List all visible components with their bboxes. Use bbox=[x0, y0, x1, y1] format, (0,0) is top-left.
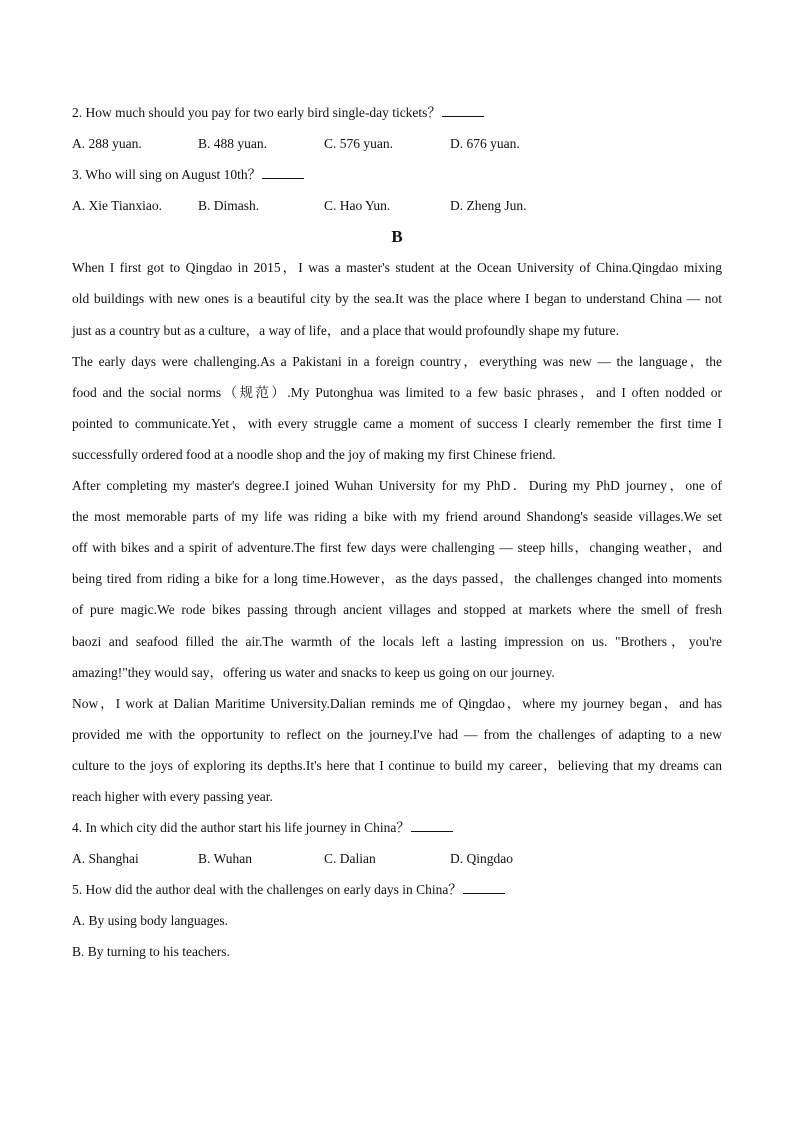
question-3-options bbox=[72, 190, 722, 221]
option-a: A. Shanghai bbox=[72, 851, 139, 867]
passage-line: being tired from riding a bike for a long time.However，as the days passed，the challenges changed into moments bbox=[72, 571, 722, 587]
option-b: B. Wuhan bbox=[198, 851, 252, 867]
answer-blank bbox=[262, 166, 304, 179]
option-b: B. Dimash. bbox=[198, 198, 260, 214]
question-2-text: 2. How much should you pay for two early bird single-day tickets？ bbox=[72, 105, 441, 120]
passage-line: off with bikes and a spirit of adventure.The first few days were challenging — steep hills，changing weather，and bbox=[72, 540, 722, 556]
passage-line: just as a country but as a culture，a way of life，and a place that would profoundly shape my future. bbox=[72, 322, 619, 338]
passage-paragraph-2 bbox=[72, 346, 722, 470]
option-d: D. Zheng Jun. bbox=[450, 198, 527, 214]
passage-paragraph-1 bbox=[72, 252, 722, 345]
passage-line: provided me with the opportunity to reflect on the journey.I've had — from the challenges of adapting to a new bbox=[72, 726, 722, 742]
passage-line: culture to the joys of exploring its depths.It's here that I continue to build my career，believing that my dreams can bbox=[72, 757, 722, 773]
question-3 bbox=[72, 159, 722, 190]
passage-paragraph-4 bbox=[72, 688, 722, 812]
passage-line: The early days were challenging.As a Pakistani in a foreign country，everything was new — the language，the bbox=[72, 353, 722, 369]
passage-line: successfully ordered food at a noodle shop and the joy of making my first Chinese friend. bbox=[72, 446, 556, 462]
answer-blank bbox=[411, 819, 453, 832]
question-3-text: 3. Who will sing on August 10th？ bbox=[72, 167, 262, 183]
option-c: C. Dalian bbox=[324, 851, 376, 867]
passage-line: amazing!"they would say，offering us water and snacks to keep us going on our journey. bbox=[72, 664, 555, 680]
passage-line: Now，I work at Dalian Maritime University.Dalian reminds me of Qingdao，where my journey began，and has bbox=[72, 695, 722, 711]
question-4-options bbox=[72, 843, 722, 874]
passage-line: old buildings with new ones is a beautiful city by the sea.It was the place where I began to understand China — not bbox=[72, 291, 722, 307]
passage-line: the most memorable parts of my life was riding a bike with my friend around Shandong's seaside villages.We set bbox=[72, 509, 722, 525]
passage-line: After completing my master's degree.I joined Wuhan University for my PhD．During my PhD journey，one of bbox=[72, 478, 722, 494]
passage-line: of pure magic.We rode bikes passing through ancient villages and stopped at markets where the smell of fresh bbox=[72, 602, 722, 618]
passage-paragraph-3 bbox=[72, 470, 722, 688]
option-a: A. 288 yuan. bbox=[72, 136, 142, 152]
passage-line: reach higher with every passing year. bbox=[72, 788, 273, 804]
passage-line: When I first got to Qingdao in 2015，I was a master's student at the Ocean University of China.Qingdao mixing bbox=[72, 260, 722, 276]
option-a: A. Xie Tianxiao. bbox=[72, 198, 163, 214]
option-a: A. By using body languages. bbox=[72, 913, 228, 929]
passage-line: food and the social norms（规范）.My Putonghua was limited to a few basic phrases，and I often nodded or bbox=[72, 384, 722, 400]
section-heading: B bbox=[391, 227, 403, 247]
option-b: B. 488 yuan. bbox=[198, 136, 267, 152]
question-2-options bbox=[72, 128, 722, 159]
option-c: C. 576 yuan. bbox=[324, 136, 393, 152]
passage-line: baozi and seafood filled the air.The warmth of the locals left a lasting impression on us. "Brothers，you're bbox=[72, 633, 722, 649]
question-4-text: 4. In which city did the author start his life journey in China？ bbox=[72, 820, 410, 836]
question-5-text: 5. How did the author deal with the challenges on early days in China？ bbox=[72, 882, 462, 898]
option-d: D. Qingdao bbox=[450, 851, 513, 867]
option-c: C. Hao Yun. bbox=[324, 198, 391, 214]
question-4 bbox=[72, 812, 722, 843]
answer-blank bbox=[442, 104, 484, 117]
option-d: D. 676 yuan. bbox=[450, 136, 520, 152]
answer-blank bbox=[463, 881, 505, 894]
option-b: B. By turning to his teachers. bbox=[72, 944, 230, 960]
question-2 bbox=[72, 97, 722, 128]
question-5 bbox=[72, 874, 722, 905]
passage-line: pointed to communicate.Yet，with every struggle came a moment of success I clearly remember the first time I bbox=[72, 415, 722, 431]
exam-page bbox=[72, 97, 722, 968]
